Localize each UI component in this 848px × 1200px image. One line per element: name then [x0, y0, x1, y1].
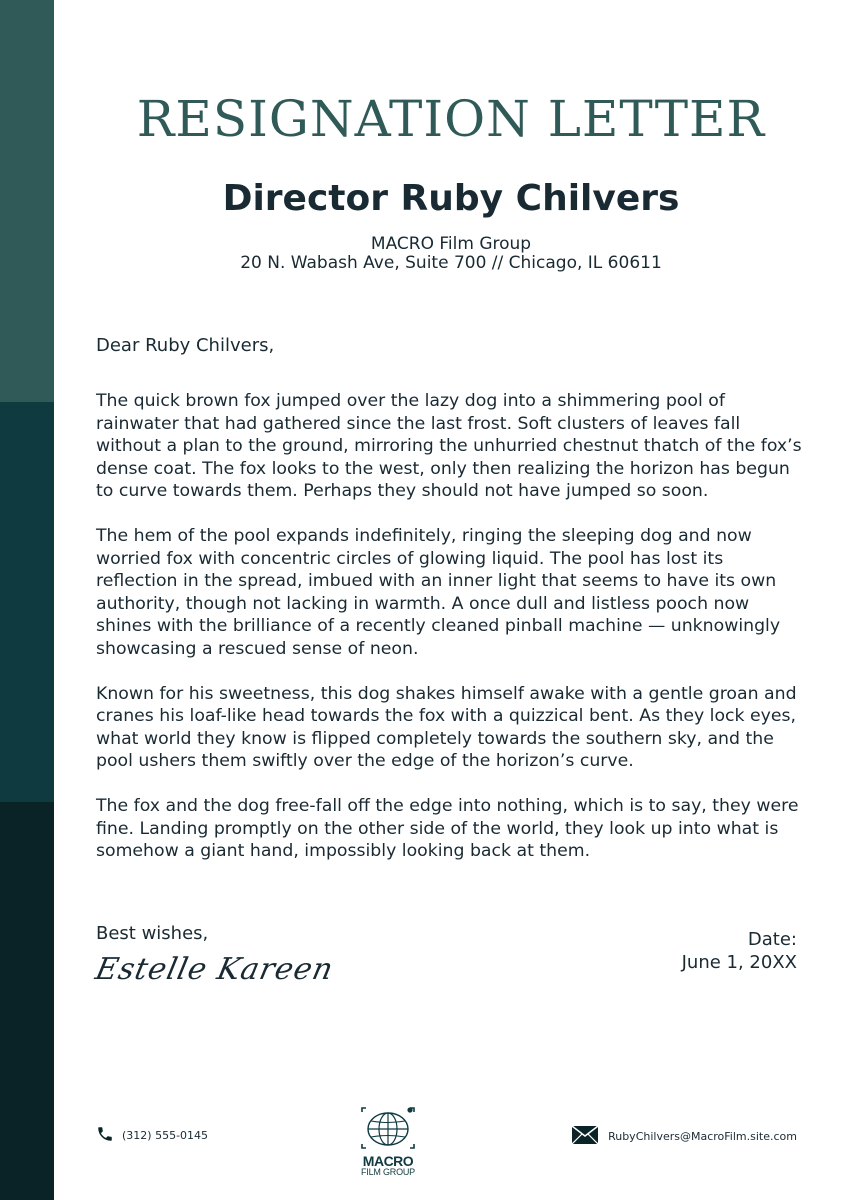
salutation: Dear Ruby Chilvers, — [96, 335, 275, 356]
body-paragraph: Known for his sweetness, this dog shakes himself awake with a gentle groan and cranes his loaf-like head towards the fox with a quizzical bent. As they lock eyes, what world they know is flipped completely towards the southern sky, and the pool ushers them swiftly over the edge of the horizon’s curve. — [96, 683, 797, 772]
closing: Best wishes, — [96, 923, 209, 944]
globe-icon — [360, 1135, 416, 1154]
side-band-bottom — [0, 802, 54, 1200]
date-value: June 1, 20XX — [681, 952, 797, 973]
date-label: Date: — [747, 929, 797, 950]
phone-number: (312) 555-0145 — [122, 1129, 209, 1142]
body-paragraph: The hem of the pool expands indefinitely, ringing the sleeping dog and now worried fox with concentric circles of glowing liquid. The pool has lost its reflection in the spread, imbued with an inner light that seems to have its own authority, though not lacking in warmth. A once dull and listless pooch now shines with the brilliance of a recently cleaned pinball machine — unknowingly showcasing a rescued sense of neon. — [96, 525, 781, 659]
logo-subtitle: FILM GROUP — [360, 1167, 415, 1177]
body-paragraph: The quick brown fox jumped over the lazy dog into a shimmering pool of rainwater that had gathered since the last frost. Soft clusters of leaves fall without a plan to the ground, mirroring the unhurried chestnut thatch of the fox’s dense coat. The fox looks to the west, only then realizing the horizon has begun to curve towards them. Perhaps they should not have jumped so soon. — [96, 391, 802, 502]
phone-icon — [96, 1125, 114, 1146]
email-address: RubyChilvers@MacroFilm.site.com — [608, 1130, 797, 1143]
side-band-middle — [0, 402, 54, 802]
page-title: RESIGNATION LETTER — [136, 90, 766, 148]
logo-brand: MACRO — [362, 1153, 414, 1169]
footer-email[interactable] — [572, 1126, 797, 1147]
company-name: MACRO Film Group — [370, 234, 532, 254]
recipient-title: Director Ruby Chilvers — [222, 178, 680, 219]
signature: Estelle Kareen — [92, 952, 337, 987]
company-logo — [356, 1106, 420, 1177]
envelope-icon — [572, 1126, 598, 1147]
company-address: 20 N. Wabash Ave, Suite 700 // Chicago, IL 60611 — [240, 253, 662, 273]
date-block — [682, 928, 797, 974]
side-band-top — [0, 0, 54, 402]
footer-phone[interactable] — [96, 1125, 208, 1146]
letter-body — [96, 390, 806, 885]
body-paragraph: The fox and the dog free-fall off the edge into nothing, which is to say, they were fine. Landing promptly on the other side of the world, they look up into what is somehow a giant hand, impossibly looking back at them. — [96, 795, 799, 862]
